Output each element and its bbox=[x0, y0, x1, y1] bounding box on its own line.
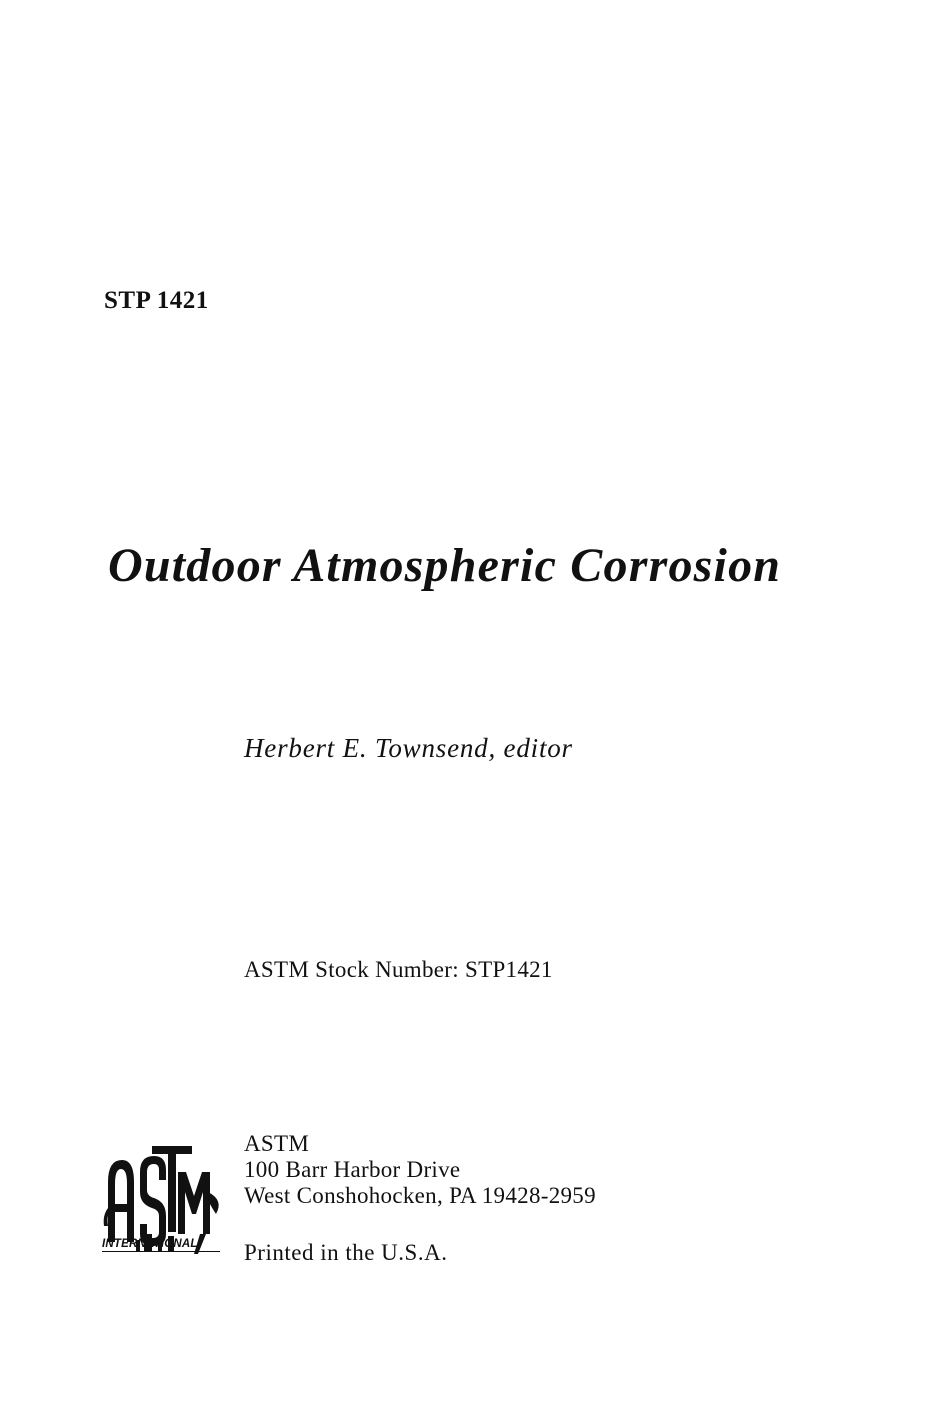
stock-number: ASTM Stock Number: STP1421 bbox=[244, 957, 553, 982]
series-number: STP 1421 bbox=[104, 287, 209, 314]
logo-wordmark: INTERNATIONAL bbox=[102, 1238, 220, 1252]
publisher-name: ASTM bbox=[244, 1131, 310, 1156]
publisher-street: 100 Barr Harbor Drive bbox=[244, 1157, 461, 1182]
printed-location: Printed in the U.S.A. bbox=[244, 1240, 448, 1265]
editor-credit: Herbert E. Townsend, editor bbox=[244, 733, 573, 763]
publisher-address bbox=[244, 1131, 596, 1209]
publisher-city: West Conshohocken, PA 19428-2959 bbox=[244, 1183, 596, 1208]
book-title: Outdoor Atmospheric Corrosion bbox=[108, 539, 782, 592]
